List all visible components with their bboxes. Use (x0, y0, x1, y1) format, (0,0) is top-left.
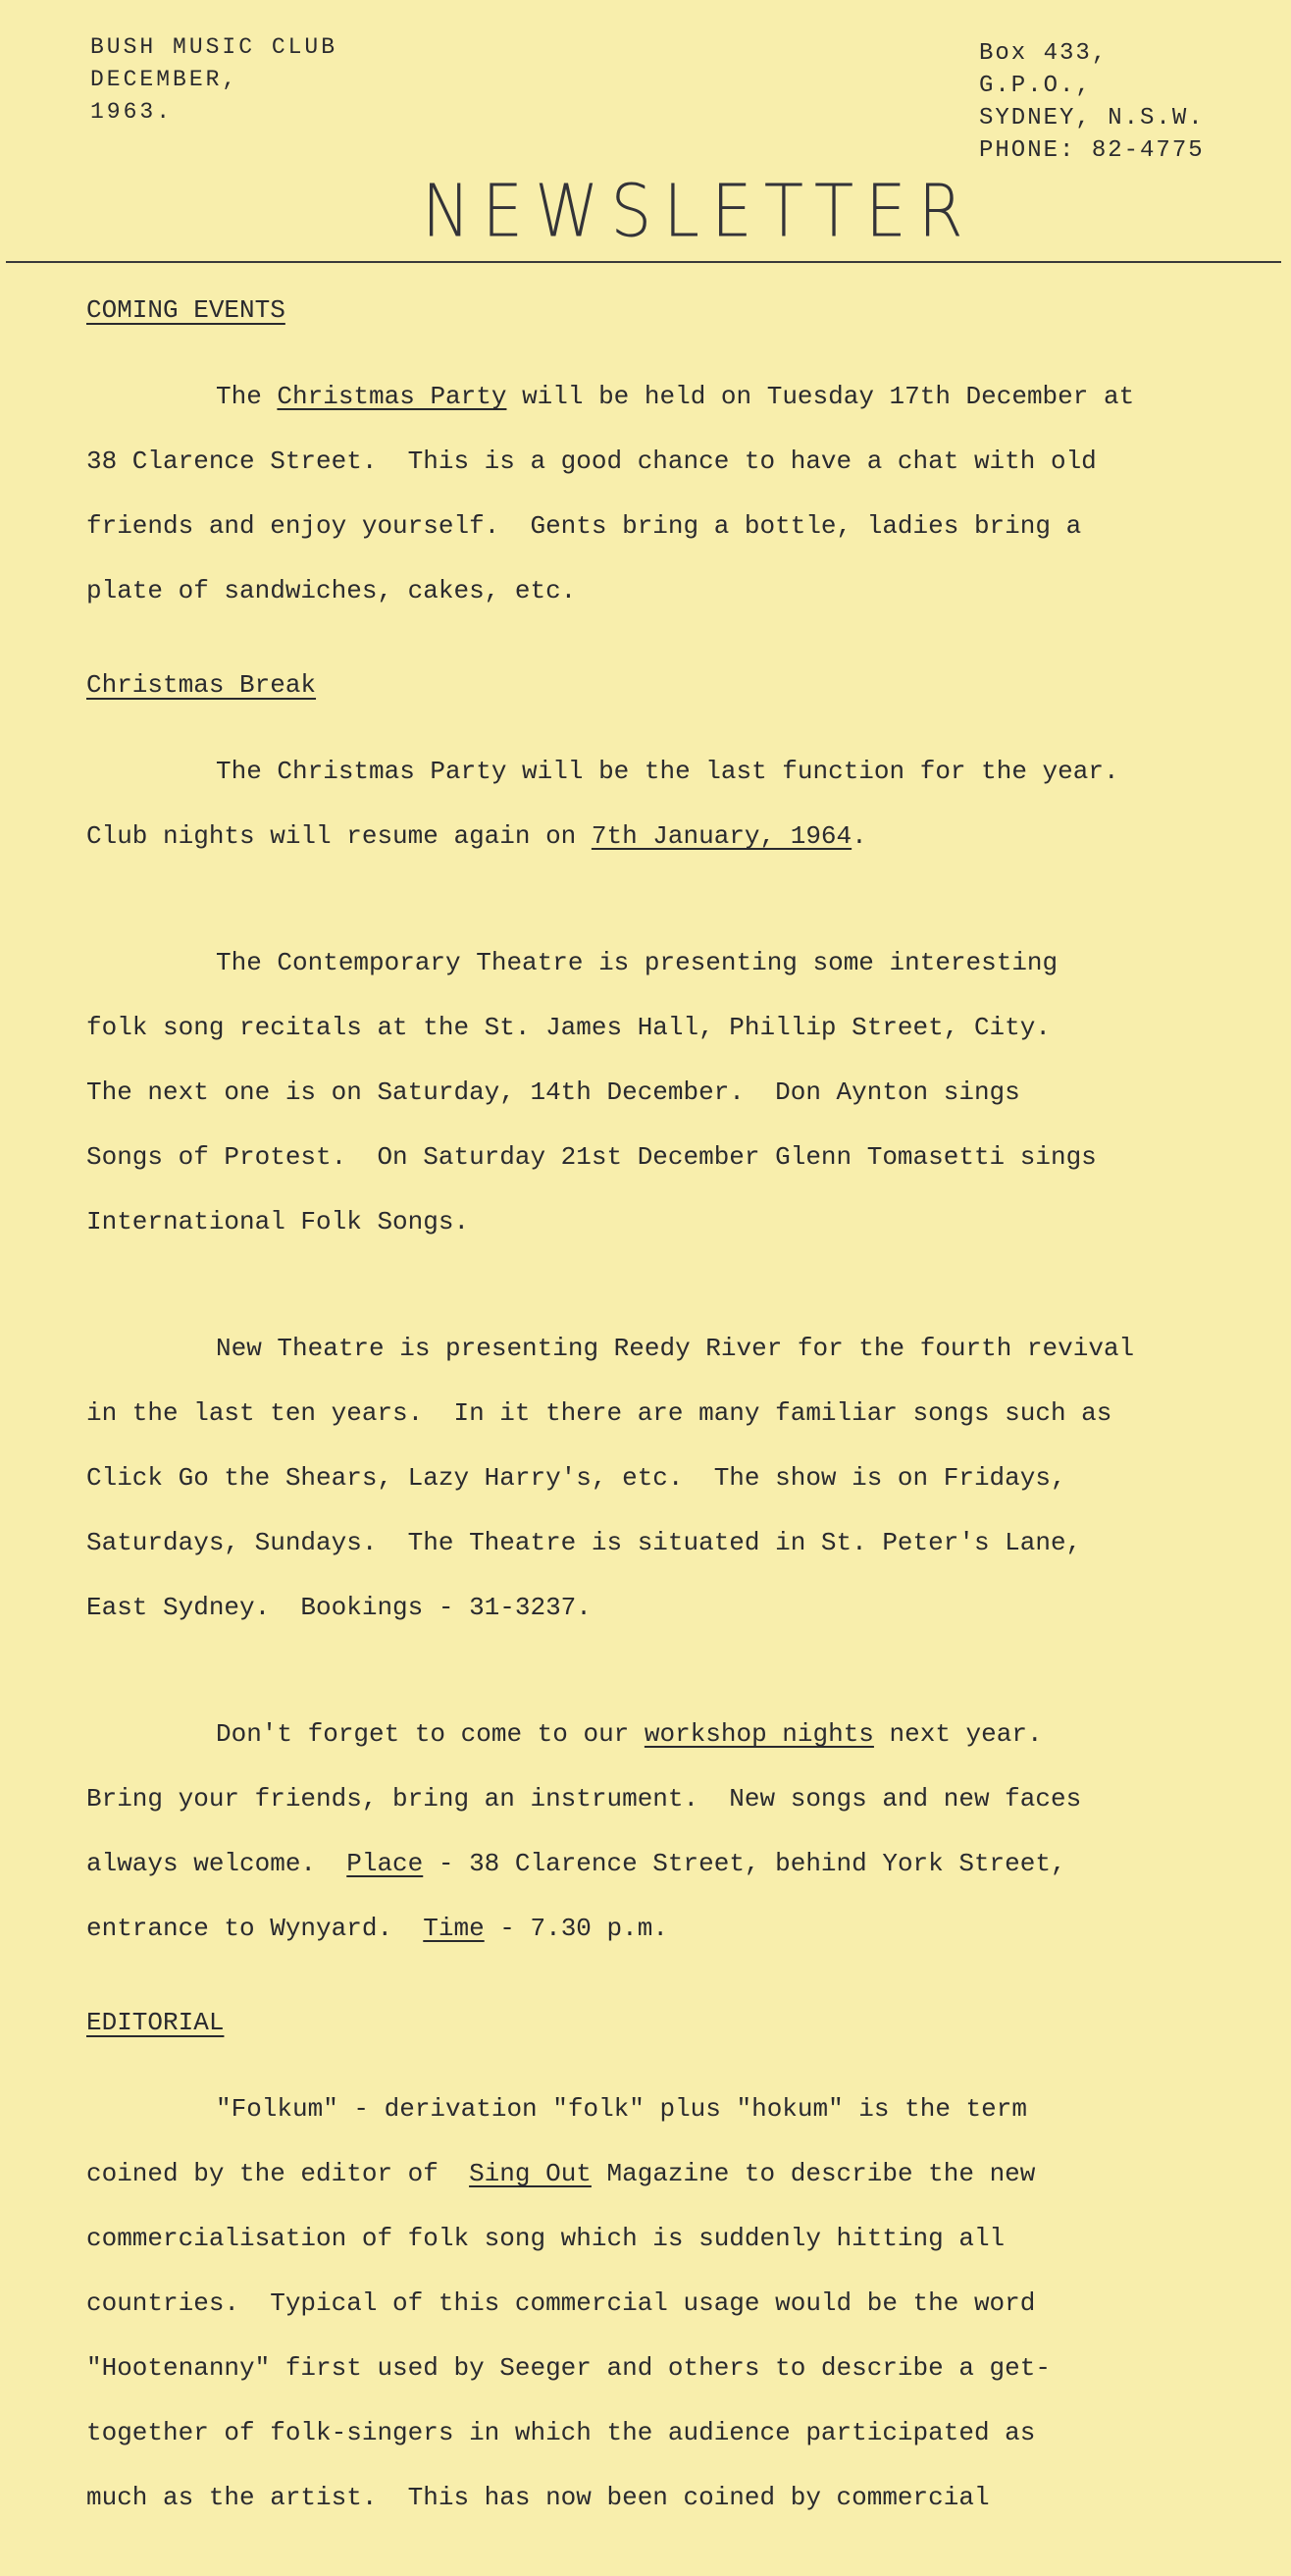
text-line: Bring your friends, bring an instrument. New songs and new faces (86, 1784, 1082, 1814)
underlined-term: Sing Out (469, 2159, 592, 2188)
postal-address (979, 37, 1205, 167)
section-coming-events (86, 294, 1273, 640)
text-line: East Sydney. Bookings - 31-3237. (86, 1593, 592, 1622)
section-heading: EDITORIAL (86, 2008, 225, 2037)
text-line: International Folk Songs. (86, 1207, 470, 1236)
address-city: SYDNEY, N.S.W. (979, 105, 1205, 131)
section-editorial (86, 2007, 1273, 2547)
text-line: Songs of Protest. On Saturday 21st December Glenn Tomasetti sings (86, 1142, 1097, 1172)
club-header (90, 31, 337, 129)
header-divider (6, 261, 1281, 263)
text-line: much as the artist. This has now been coined by commercial (86, 2483, 990, 2512)
text-line: Saturdays, Sundays. The Theatre is situated in St. Peter's Lane, (86, 1528, 1082, 1557)
text-line: folk song recitals at the St. James Hall, Phillip Street, City. (86, 1013, 1051, 1042)
masthead-title: NEWSLETTER (422, 169, 975, 254)
underlined-term: workshop nights (644, 1719, 874, 1749)
underlined-term: Time (423, 1914, 485, 1943)
text-line: together of folk-singers in which the audience participated as (86, 2418, 1036, 2447)
text-line: "Hootenanny" first used by Seeger and others to describe a get- (86, 2353, 1051, 2383)
text-line: The next one is on Saturday, 14th December. Don Aynton sings (86, 1078, 1020, 1107)
text-line: Click Go the Shears, Lazy Harry's, etc. The show is on Fridays, (86, 1463, 1066, 1493)
paragraph: The Christmas Party will be the last function for the year. Club nights will resume again on 7th January, 1964. (86, 757, 1119, 851)
section-heading: COMING EVENTS (86, 295, 285, 325)
text-line: in the last ten years. In it there are many familiar songs such as (86, 1398, 1112, 1428)
text-line: plate of sandwiches, cakes, etc. (86, 576, 577, 605)
newsletter-body (86, 294, 1273, 2576)
section-christmas-break (86, 669, 1273, 1977)
paragraph: Don't forget to come to our workshop nights next year. Bring your friends, bring an instrument. New songs and new faces always welcome. Place - 38 Clarence Street, behind York Street, entrance to Wynyard. Time - 7.30 p.m. (86, 1686, 1273, 1977)
underlined-term: 7th January, 1964 (591, 821, 852, 851)
paragraph: "Folkum" - derivation "folk" plus "hokum" is the term coined by the editor of Sing Out Magazine to describe the new commercialisation of folk song which is suddenly hitting all countries. Typical of this commercial usage would be the word "Hootenanny" first used by Seeger and others to describe a get- together of folk-singers in which the audience participated as much as the artist. This has now been coined by commercial (86, 2061, 1273, 2547)
text-line: countries. Typical of this commercial usage would be the word (86, 2288, 1036, 2318)
issue-year: 1963. (90, 99, 174, 125)
paragraph: New Theatre is presenting Reedy River for the fourth revival in the last ten years. In it there are many familiar songs such as Click Go the Shears, Lazy Harry's, etc. The show is on Fridays, Saturdays, Sundays. The Theatre is situated in St. Peter's Lane, East Sydney. Bookings - 31-3237. (86, 1300, 1273, 1656)
section-heading: Christmas Break (86, 670, 317, 700)
issue-month: DECEMBER, (90, 67, 239, 92)
text-line: friends and enjoy yourself. Gents bring a bottle, ladies bring a (86, 511, 1082, 541)
paragraph: The Contemporary Theatre is presenting some interesting folk song recitals at the St. James Hall, Phillip Street, City. The next one is on Saturday, 14th December. Don Aynton sings Songs of Protest. On Saturday 21st December Glenn Tomasetti sings International Folk Songs. (86, 915, 1273, 1271)
address-box: Box 433, (979, 40, 1109, 67)
text-line: 38 Clarence Street. This is a good chance to have a chat with old (86, 447, 1097, 476)
underlined-term: Christmas Party (277, 382, 507, 411)
club-name: BUSH MUSIC CLUB (90, 34, 338, 60)
paragraph: The Christmas Party will be held on Tuesday 17th December at 38 Clarence Street. This is a good chance to have a chat with old friends and enjoy yourself. Gents bring a bottle, ladies bring a plate of sandwiches, cakes, etc. (86, 348, 1273, 640)
address-gpo: G.P.O., (979, 73, 1092, 99)
underlined-term: Place (346, 1849, 424, 1878)
text-line: commercialisation of folk song which is suddenly hitting all (86, 2224, 1006, 2253)
address-phone: PHONE: 82-4775 (979, 137, 1205, 164)
